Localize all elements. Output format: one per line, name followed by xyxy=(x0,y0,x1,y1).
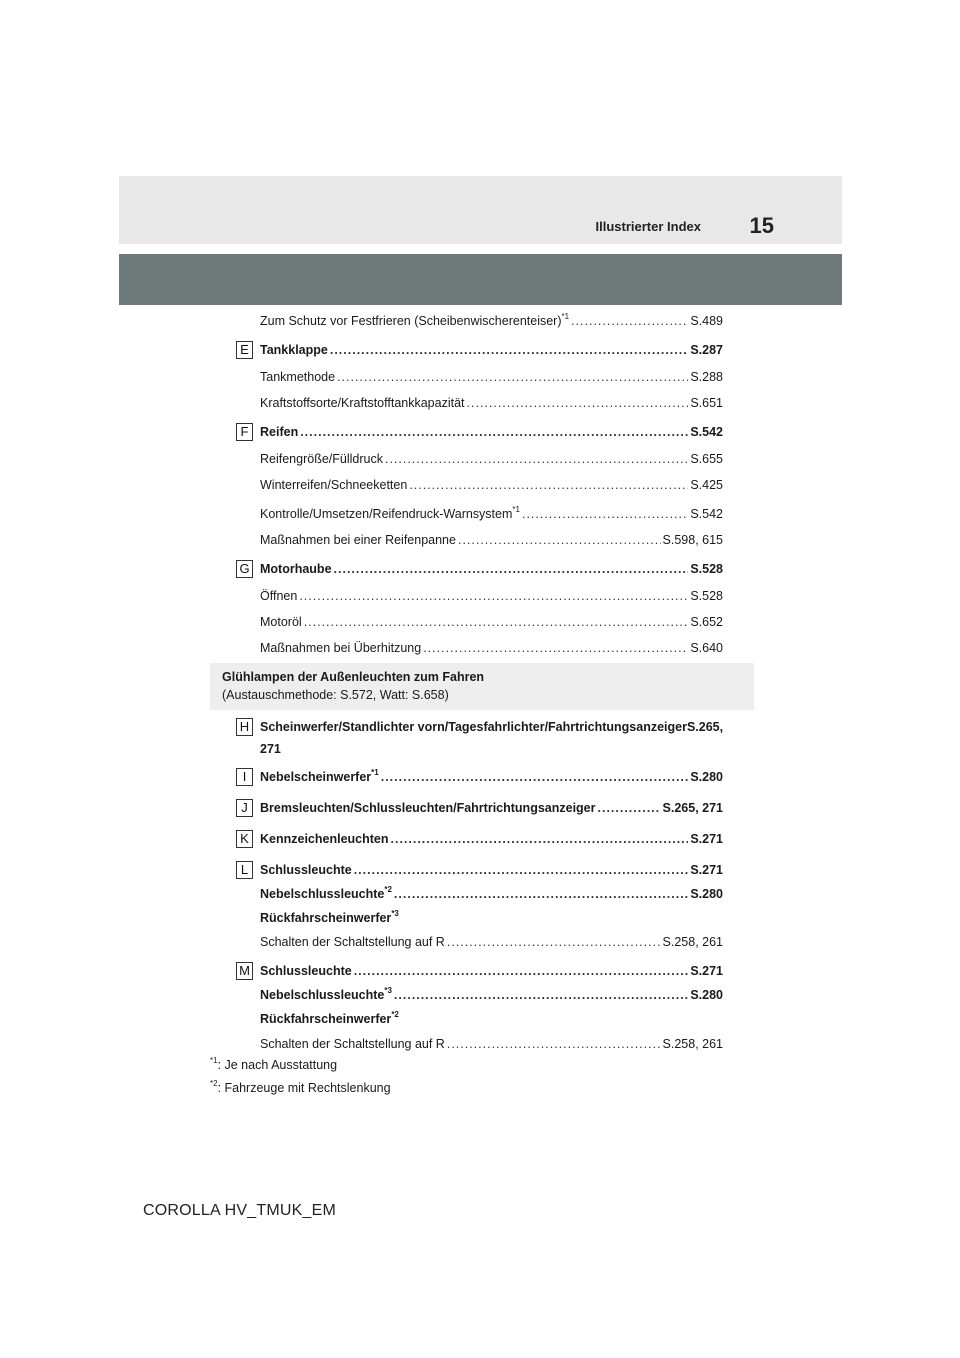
index-entry[interactable] xyxy=(260,369,723,385)
dot-leader xyxy=(381,769,689,785)
callout-label-l: L xyxy=(236,861,253,879)
info-box-subtitle: (Austauschmethode: S.572, Watt: S.658) xyxy=(222,688,449,702)
entry-page: S.265, 271 xyxy=(662,801,723,815)
entry-page: S.651 xyxy=(690,396,723,410)
index-entry[interactable] xyxy=(260,532,723,548)
entry-page: S.288 xyxy=(690,370,723,384)
dot-leader xyxy=(300,424,688,440)
index-entry[interactable] xyxy=(260,800,723,816)
entry-page: S.258, 261 xyxy=(662,935,723,949)
entry-text: Rückfahrscheinwerfer xyxy=(260,1012,392,1026)
callout-label-i: I xyxy=(236,768,253,786)
index-entry[interactable] xyxy=(260,769,723,785)
entry-text: Tankmethode xyxy=(260,370,336,384)
index-entry[interactable] xyxy=(260,910,399,926)
entry-page: S.271 xyxy=(690,863,723,877)
page-number: 15 xyxy=(749,213,774,238)
entry-page: S.280 xyxy=(690,988,723,1002)
index-entry[interactable] xyxy=(260,561,723,577)
dot-leader xyxy=(334,561,689,577)
entry-text: Kraftstoffsorte/Kraftstofftankkapazität xyxy=(260,396,465,410)
info-box xyxy=(210,663,754,710)
entry-page: S.258, 261 xyxy=(662,1037,723,1051)
dot-leader xyxy=(391,831,689,847)
entry-page: S.528 xyxy=(690,589,723,603)
entry-page: S.528 xyxy=(690,562,723,576)
footnote-ref: *2 xyxy=(384,884,392,894)
entry-page: S.542 xyxy=(690,425,723,439)
callout-label-k: K xyxy=(236,830,253,848)
entry-text-line2[interactable]: 271 xyxy=(260,742,281,756)
entry-page: S.598, 615 xyxy=(662,533,723,547)
section-title: Illustrierter Index xyxy=(595,219,701,234)
footnote-ref: *1 xyxy=(561,311,570,321)
entry-text: Motoröl xyxy=(260,615,302,629)
entry-text: Schlussleuchte xyxy=(260,964,352,978)
entry-page: S.652 xyxy=(690,615,723,629)
entry-text: Schalten der Schaltstellung auf R xyxy=(260,1037,445,1051)
index-entry[interactable] xyxy=(260,934,723,950)
entry-page: S.280 xyxy=(690,770,723,784)
dot-leader xyxy=(423,640,688,656)
dot-leader xyxy=(571,313,688,329)
entry-text: Schalten der Schaltstellung auf R xyxy=(260,935,445,949)
index-entry[interactable] xyxy=(260,963,723,979)
entry-page: S.489 xyxy=(690,314,723,328)
header-band-light xyxy=(119,176,842,244)
index-entry[interactable] xyxy=(260,886,723,902)
index-entry[interactable] xyxy=(260,614,723,630)
dot-leader xyxy=(385,451,688,467)
dot-leader xyxy=(304,614,689,630)
callout-label-j: J xyxy=(236,799,253,817)
index-entry[interactable] xyxy=(260,506,723,522)
dot-leader xyxy=(522,506,688,522)
index-entry[interactable] xyxy=(260,424,723,440)
dot-leader xyxy=(467,395,689,411)
index-entry[interactable] xyxy=(260,831,723,847)
entry-page: S.287 xyxy=(690,343,723,357)
entry-text: Öffnen xyxy=(260,589,298,603)
callout-label-e: E xyxy=(236,341,253,359)
entry-page: S.655 xyxy=(690,452,723,466)
entry-text: Kontrolle/Umsetzen/Reifendruck-Warnsystem xyxy=(260,507,513,521)
index-entry[interactable] xyxy=(260,1011,399,1027)
info-box-title: Glühlampen der Außenleuchten zum Fahren xyxy=(222,670,485,684)
dot-leader xyxy=(409,477,688,493)
dot-leader xyxy=(447,934,661,950)
entry-text: Reifengröße/Fülldruck xyxy=(260,452,383,466)
dot-leader xyxy=(330,342,688,358)
entry-page: S.542 xyxy=(690,507,723,521)
footnote xyxy=(210,1055,338,1072)
entry-text: Motorhaube xyxy=(260,562,332,576)
index-entry[interactable] xyxy=(260,395,723,411)
index-entry[interactable] xyxy=(260,862,723,878)
footnote-mark: *2 xyxy=(210,1078,218,1088)
entry-text: Bremsleuchten/Schlussleuchten/Fahrtrichtungsanzeiger xyxy=(260,801,596,815)
callout-label-m: M xyxy=(236,962,253,980)
entry-page: S.271 xyxy=(690,832,723,846)
index-entry[interactable] xyxy=(260,477,723,493)
entry-text: Maßnahmen bei Überhitzung xyxy=(260,641,422,655)
entry-text: Rückfahrscheinwerfer xyxy=(260,911,392,925)
entry-text: Kennzeichenleuchten xyxy=(260,832,389,846)
callout-label-g: G xyxy=(236,560,253,578)
entry-page: S.280 xyxy=(690,887,723,901)
dot-leader xyxy=(299,588,688,604)
dot-leader xyxy=(394,987,688,1003)
footnote-ref: *1 xyxy=(371,767,379,777)
entry-text: Reifen xyxy=(260,425,299,439)
entry-text: Tankklappe xyxy=(260,343,328,357)
footnote-ref: *3 xyxy=(384,985,392,995)
dot-leader xyxy=(354,862,689,878)
footnote-mark: *1 xyxy=(210,1055,218,1065)
footer-model: COROLLA HV_TMUK_EM xyxy=(143,1202,336,1219)
entry-text: Winterreifen/Schneeketten xyxy=(260,478,408,492)
index-entry[interactable] xyxy=(260,342,723,358)
dot-leader xyxy=(447,1036,661,1052)
footnote-text: : Fahrzeuge mit Rechtslenkung xyxy=(217,1081,391,1095)
entry-page: S.425 xyxy=(690,478,723,492)
entry-text: Nebelscheinwerfer xyxy=(260,770,372,784)
entry-text: Maßnahmen bei einer Reifenpanne xyxy=(260,533,456,547)
index-entry[interactable] xyxy=(260,451,723,467)
header-band-dark xyxy=(119,254,842,305)
dot-leader xyxy=(458,532,661,548)
footnote-ref: *3 xyxy=(391,908,399,918)
dot-leader xyxy=(337,369,688,385)
entry-text: Nebelschlussleuchte xyxy=(260,988,385,1002)
entry-text-line1[interactable]: Scheinwerfer/Standlichter vorn/Tagesfahrlichter/FahrtrichtungsanzeigerS.265, xyxy=(260,720,724,734)
dot-leader xyxy=(598,800,661,816)
callout-label-h: H xyxy=(236,718,253,736)
callout-label-f: F xyxy=(236,423,253,441)
entry-text: Schlussleuchte xyxy=(260,863,352,877)
entry-page: S.271 xyxy=(690,964,723,978)
index-entry[interactable] xyxy=(260,640,723,656)
entry-page: S.640 xyxy=(690,641,723,655)
index-entry[interactable] xyxy=(260,1036,723,1052)
index-entry[interactable] xyxy=(260,987,723,1003)
dot-leader xyxy=(354,963,689,979)
footnote xyxy=(210,1078,391,1095)
footnote-text: : Je nach Ausstattung xyxy=(217,1058,338,1072)
footnote-ref: *2 xyxy=(391,1009,399,1019)
dot-leader xyxy=(394,886,688,902)
index-entry[interactable] xyxy=(260,588,723,604)
footnote-ref: *1 xyxy=(512,504,520,514)
index-entry[interactable] xyxy=(260,313,723,329)
entry-text: Nebelschlussleuchte xyxy=(260,887,385,901)
entry-text: Zum Schutz vor Festfrieren (Scheibenwischerenteiser) xyxy=(260,314,562,328)
